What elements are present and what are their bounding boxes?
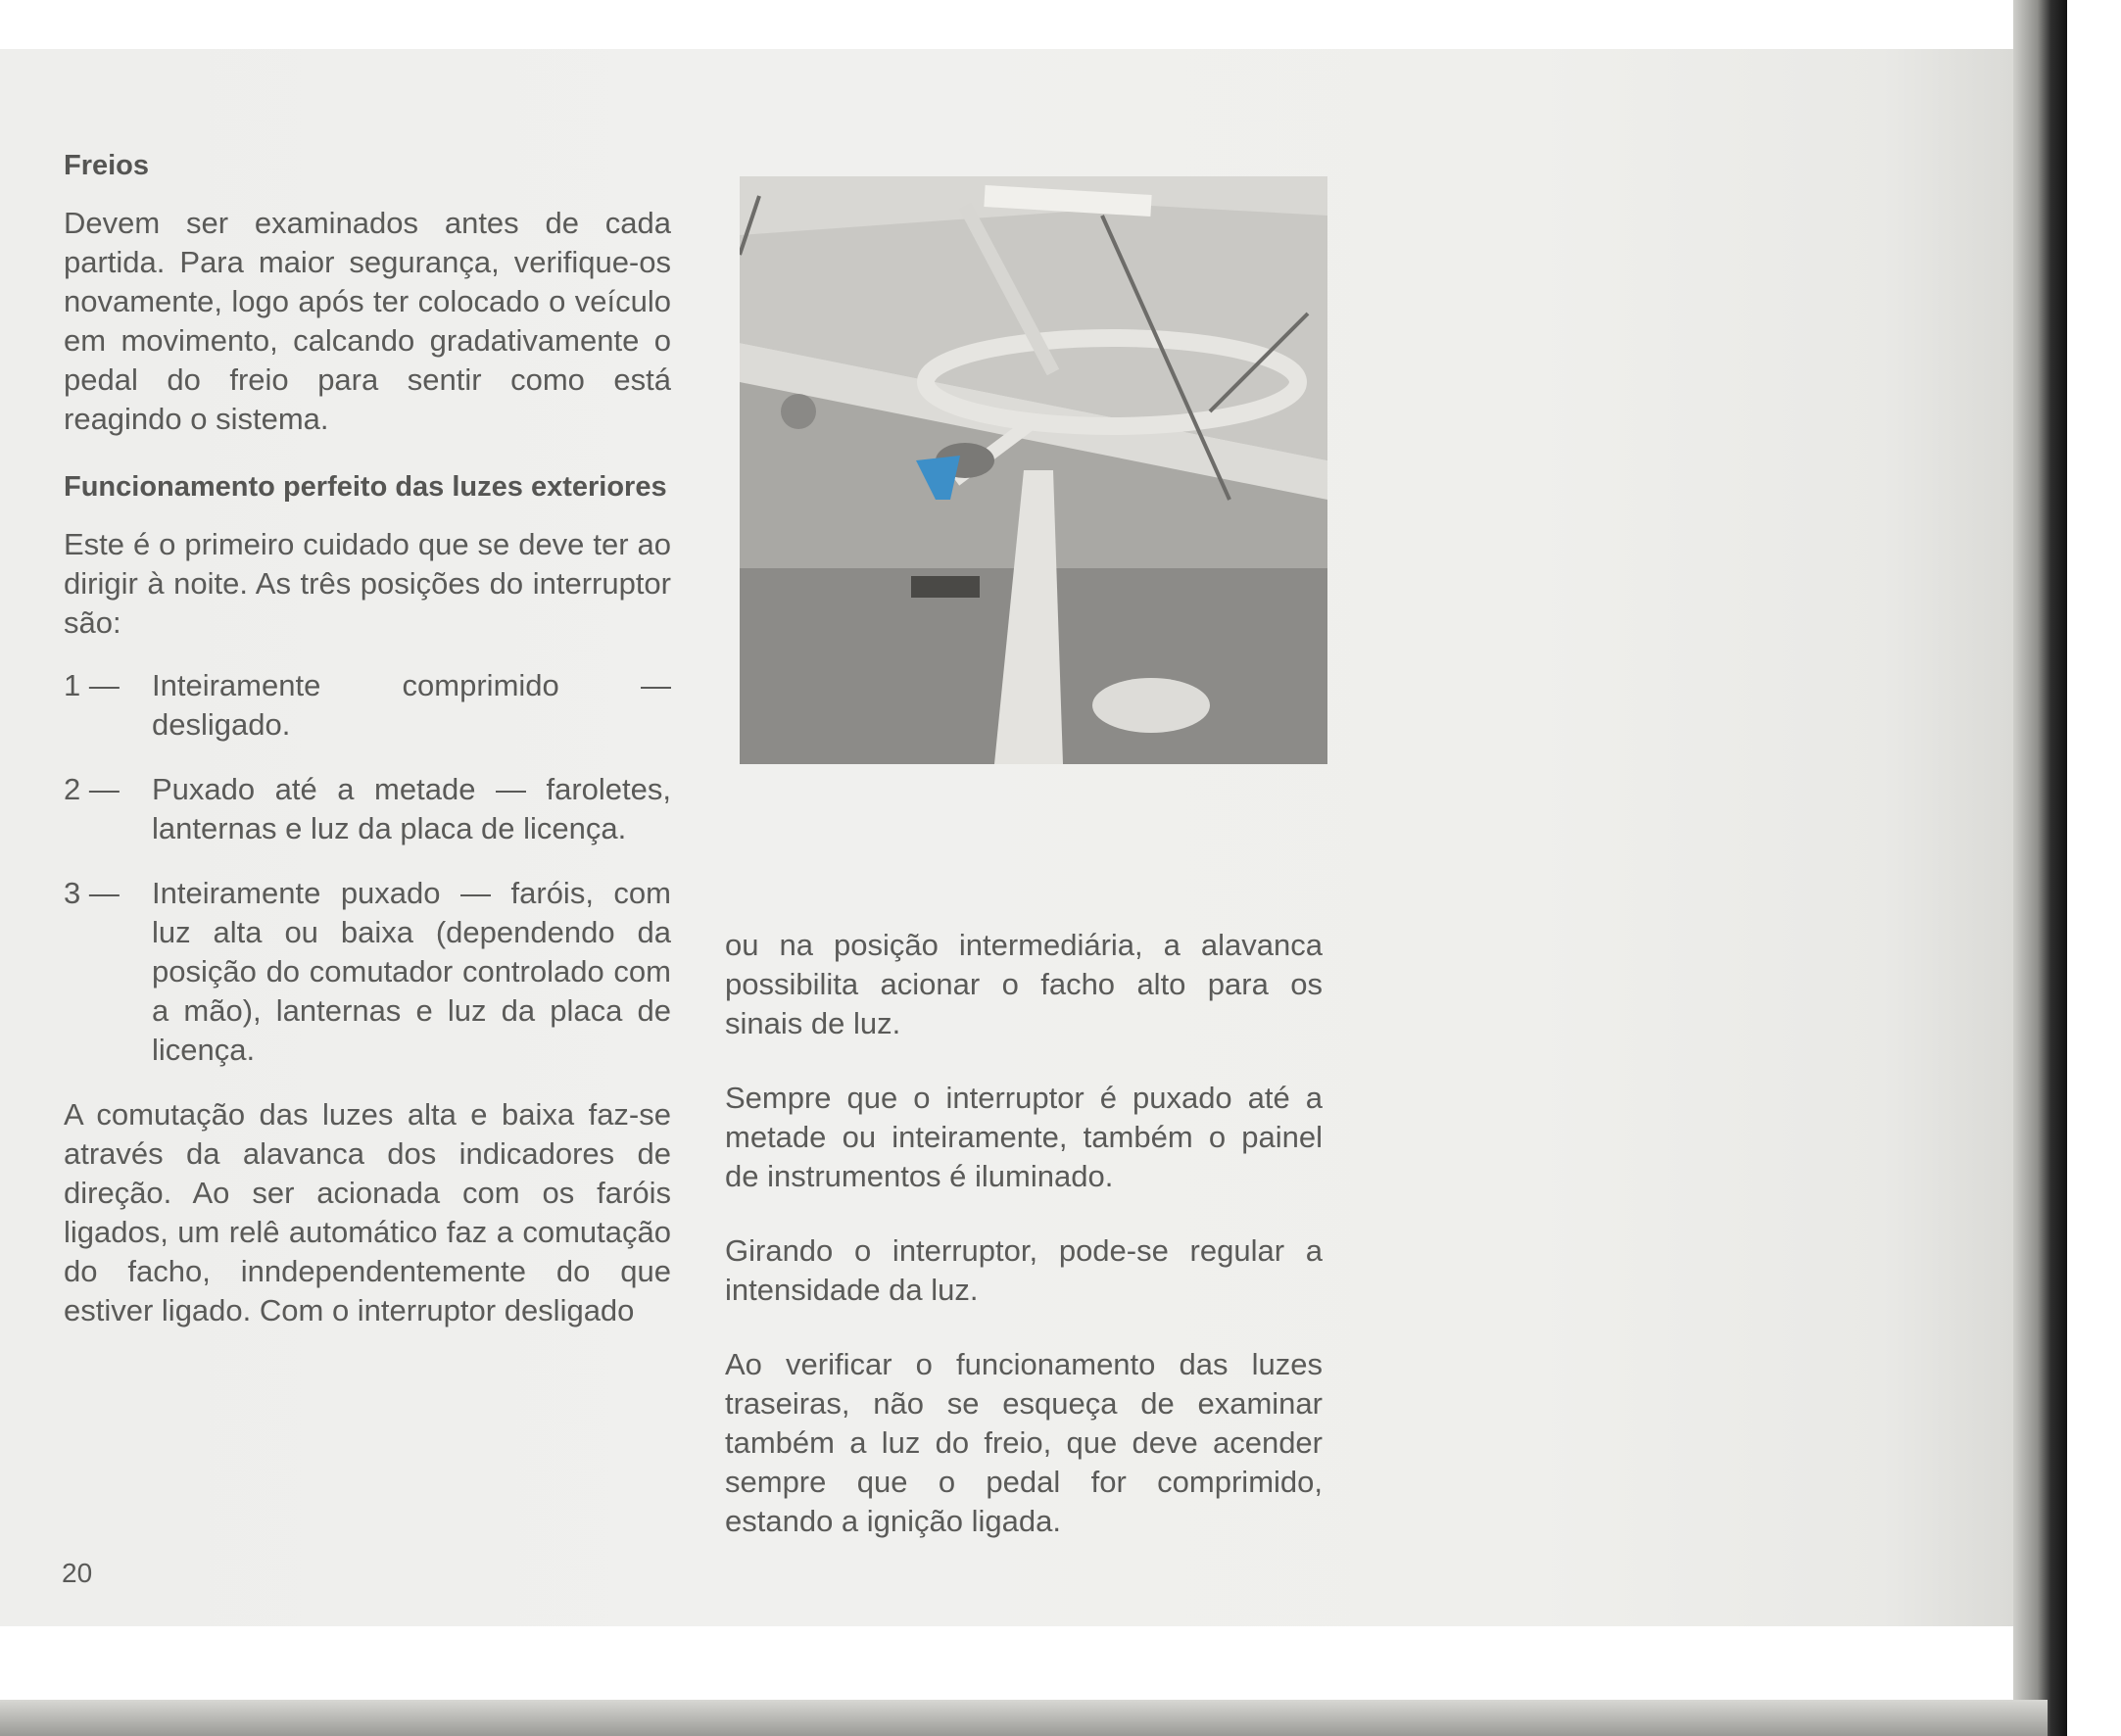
switch-position-text: Inteiramente comprimido — desligado. <box>152 668 671 742</box>
switch-position-number: 1 — <box>64 668 120 702</box>
right-column <box>725 926 1323 1576</box>
page-number: 20 <box>62 1558 93 1588</box>
paragraph-right-1: ou na posição intermediária, a alavanca possibilita acionar o facho alto para os sinais de luz. <box>725 928 1323 1040</box>
paragraph-brakes: Devem ser examinados antes de cada partida. Para maior segurança, verifique-os novamente, logo após ter colocado o veículo em movimento, calcando gradativamente o pedal do freio para sentir como está reagindo o sistema. <box>64 206 671 436</box>
switch-position-item <box>64 770 671 848</box>
switch-position-text: Puxado até a metade — faroletes, lanternas e luz da placa de licença. <box>152 772 671 845</box>
scanner-bottom-edge <box>0 1700 2048 1736</box>
switch-position-number: 2 — <box>64 772 120 806</box>
paragraph-right-4: Ao verificar o funcionamento das luzes traseiras, não se esqueça de examinar também a luz do freio, que deve acender sempre que o pedal for comprimido, estando a ignição ligada. <box>725 1347 1323 1538</box>
paragraph-right-3: Girando o interruptor, pode-se regular a intensidade da luz. <box>725 1233 1323 1307</box>
switch-position-text: Inteiramente puxado — faróis, com luz alta ou baixa (dependendo da posição do comutador controlado com a mão), lanternas e luz da placa de licença. <box>152 876 671 1067</box>
switch-position-item <box>64 666 671 745</box>
switch-position-number: 3 — <box>64 876 120 910</box>
left-column <box>64 147 671 1354</box>
switch-positions-list <box>64 666 671 1070</box>
page-edge-shadow <box>2013 0 2067 1736</box>
heading-exterior-lights: Funcionamento perfeito das luzes exteriores <box>64 471 667 503</box>
heading-brakes: Freios <box>64 150 150 181</box>
steering-wheel-illustration <box>740 176 1327 764</box>
paragraph-beam-switching: A comutação das luzes alta e baixa faz-se através da alavanca dos indicadores de direção. Ao ser acionada com os faróis ligados, um relê automático faz a comutação do facho, inndependentemente do que estiver ligado. Com o interruptor desligado <box>64 1097 671 1327</box>
dashboard-photo <box>740 176 1327 764</box>
paragraph-right-2: Sempre que o interruptor é puxado até a metade ou inteiramente, também o painel de instrumentos é iluminado. <box>725 1081 1323 1193</box>
switch-position-item <box>64 874 671 1070</box>
paragraph-lights-intro: Este é o primeiro cuidado que se deve ter ao dirigir à noite. As três posições do interruptor são: <box>64 527 671 640</box>
